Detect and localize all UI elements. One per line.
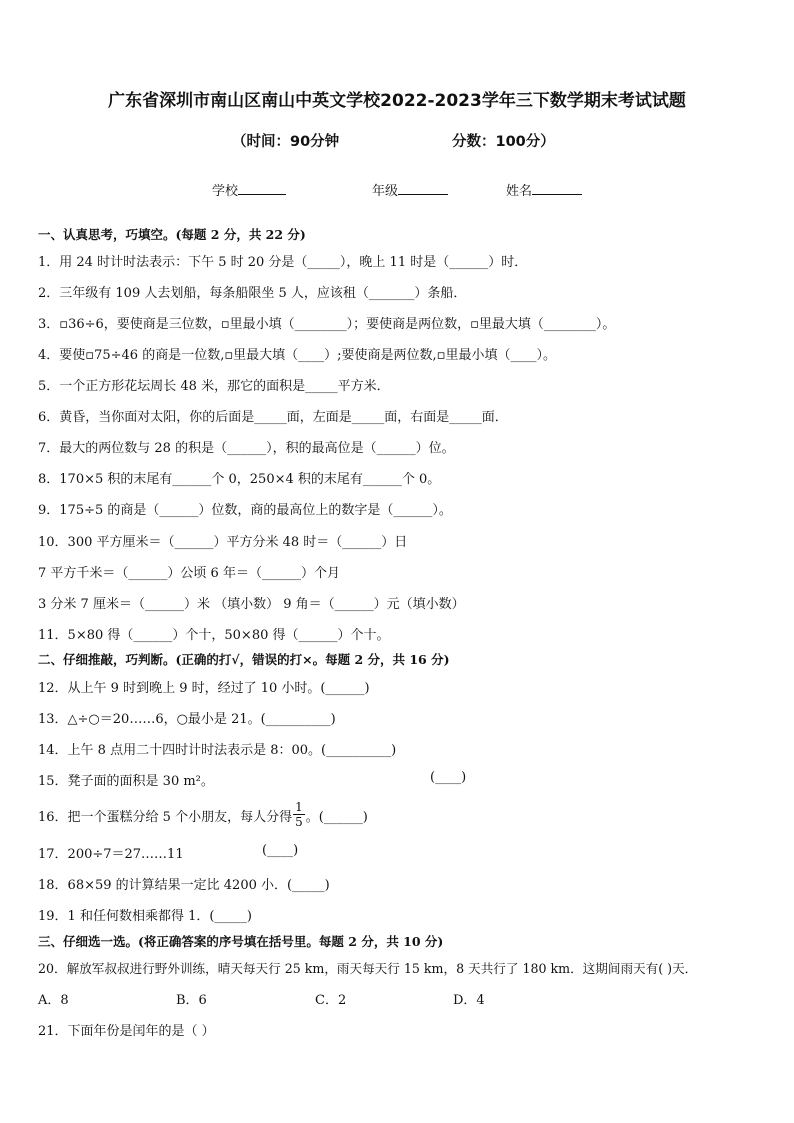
name-field xyxy=(506,180,582,199)
name-label: 姓名 xyxy=(506,184,533,199)
question-20: 20．解放军叔叔进行野外训练，晴天每天行 25 km，雨天每天行 15 km，8 天共行了 180 km．这期间雨天有( )天． xyxy=(38,961,698,976)
question-16-answer: 。(______) xyxy=(305,810,368,825)
question-4: 4．要使▫75÷46 的商是一位数,▫里最大填（____）;要使商是两位数,▫里最小填（____）。 xyxy=(38,348,556,363)
question-6: 6．黄昏，当你面对太阳，你的后面是_____面，左面是_____面，右面是_____面． xyxy=(38,410,508,425)
question-20-option-c: C．2 xyxy=(315,993,347,1008)
question-21: 21．下面年份是闰年的是（ ） xyxy=(38,1024,215,1039)
school-label: 学校 xyxy=(212,184,239,199)
grade-label: 年级 xyxy=(372,184,399,199)
question-13: 13．△÷○＝20……6，○最小是 21。(__________) xyxy=(38,712,336,727)
question-15: 15．凳子面的面积是 30 m²。 xyxy=(38,774,214,789)
question-18: 18．68×59 的计算结果一定比 4200 小．(_____) xyxy=(38,878,330,893)
exam-time: （时间：90分钟 xyxy=(232,134,340,150)
page-title: 广东省深圳市南山区南山中英文学校2022-2023学年三下数学期末考试试题 xyxy=(108,91,686,111)
question-2: 2．三年级有 109 人去划船，每条船限坐 5 人，应该租（_______）条船． xyxy=(38,286,467,301)
question-9: 9．175÷5 的商是（______）位数，商的最高位上的数字是（______）。 xyxy=(38,503,452,518)
question-20-option-d: D．4 xyxy=(453,993,485,1008)
question-16 xyxy=(38,800,368,832)
question-1: 1．用 24 时计时法表示：下午 5 时 20 分是（_____），晚上 11 时是（______）时． xyxy=(38,255,528,270)
fraction-denominator: 5 xyxy=(295,815,303,829)
question-7: 7．最大的两位数与 28 的积是（______），积的最高位是（______）位。 xyxy=(38,441,455,456)
question-11: 11．5×80 得（______）个十，50×80 得（______）个十。 xyxy=(38,628,390,643)
question-17-answer: (____) xyxy=(262,843,299,858)
question-17: 17．200÷7＝27……11 xyxy=(38,847,184,862)
section-1-heading: 一、认真思考，巧填空。(每题 2 分，共 22 分) xyxy=(38,227,306,242)
question-20-option-a: A．8 xyxy=(38,993,69,1008)
fraction-numerator: 1 xyxy=(295,800,303,814)
question-3: 3．▫36÷6，要使商是三位数，▫里最小填（________）；要使商是两位数，▫里最大填（________）。 xyxy=(38,317,616,332)
question-14: 14．上午 8 点用二十四时计时法表示是 8：00。(__________) xyxy=(38,743,397,758)
question-10a: 10．300 平方厘米＝（______）平方分米 48 时＝（______）日 xyxy=(38,535,408,550)
question-16-text: 16．把一个蛋糕分给 5 个小朋友，每人分得 xyxy=(38,810,293,825)
question-10c: 3 分米 7 厘米＝（______）米 （填小数） 9 角＝（______）元（填小数） xyxy=(38,597,465,612)
question-19: 19．1 和任何数相乘都得 1．(_____) xyxy=(38,909,252,924)
question-5: 5．一个正方形花坛周长 48 米，那它的面积是_____平方米． xyxy=(38,379,390,394)
grade-field xyxy=(372,180,448,199)
section-3-heading: 三、仔细选一选。(将正确答案的序号填在括号里。每题 2 分，共 10 分) xyxy=(38,934,444,949)
question-15-answer: (____) xyxy=(430,770,467,785)
school-field xyxy=(212,180,286,199)
fraction-one-fifth xyxy=(293,800,305,829)
question-8: 8．170×5 积的末尾有______个 0，250×4 积的末尾有______个 0。 xyxy=(38,472,441,487)
question-10b: 7 平方千米＝（______）公顷 6 年＝（______）个月 xyxy=(38,566,340,581)
question-20-option-b: B．6 xyxy=(176,993,207,1008)
question-12: 12．从上午 9 时到晚上 9 时，经过了 10 小时。(______) xyxy=(38,681,370,696)
section-2-heading: 二、仔细推敲，巧判断。(正确的打√，错误的打×。每题 2 分，共 16 分) xyxy=(38,652,450,667)
exam-score: 分数：100分） xyxy=(452,134,555,150)
